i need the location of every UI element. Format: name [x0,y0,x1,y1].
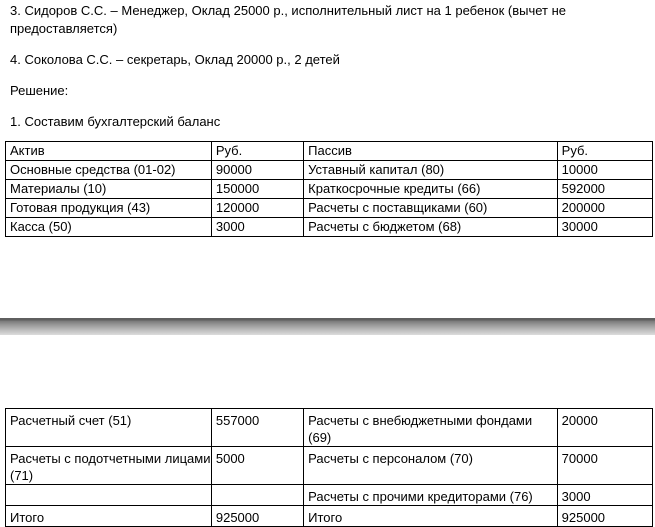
table-row [6,447,653,485]
table-cell: 20000 [557,409,652,447]
table-cell: 70000 [557,447,652,485]
balance-table-top [5,141,653,237]
table-cell: Расчеты с внебюджетными фондами (69) [304,409,558,447]
table-cell: 120000 [211,199,303,218]
table-cell [6,485,212,506]
table-cell: Расчеты с поставщиками (60) [304,199,558,218]
table-row [6,218,653,237]
paragraph-1-line-2: предоставляется) [10,21,118,36]
table-cell: Краткосрочные кредиты (66) [304,180,558,199]
paragraph-step-1: 1. Составим бухгалтерский баланс [10,114,221,129]
table-row-total [6,506,653,527]
table-cell: 557000 [211,409,303,447]
table-cell: 10000 [557,161,652,180]
table-cell: Итого [304,506,558,527]
table-cell: Основные средства (01-02) [6,161,212,180]
table-cell: Расчетный счет (51) [6,409,212,447]
table-cell: 592000 [557,180,652,199]
table-cell: 200000 [557,199,652,218]
table-cell: Расчеты с персоналом (70) [304,447,558,485]
table-row [6,161,653,180]
table-cell: 925000 [557,506,652,527]
table-cell [211,485,303,506]
table-cell: Уставный капитал (80) [304,161,558,180]
balance-table-bottom [5,408,653,527]
header-cell: Руб. [557,142,652,161]
table-row [6,485,653,506]
table-row [6,180,653,199]
table-cell: 5000 [211,447,303,485]
table-cell: Итого [6,506,212,527]
table-cell: 925000 [211,506,303,527]
paragraph-2: 4. Соколова С.С. – секретарь, Оклад 20000 р., 2 детей [10,52,340,67]
paragraph-1-line-1: 3. Сидоров С.С. – Менеджер, Оклад 25000 р., исполнительный лист на 1 ребенок (вычет не [10,3,567,18]
table-header-row [6,142,653,161]
table-cell: Расчеты с прочими кредиторами (76) [304,485,558,506]
header-cell: Пассив [304,142,558,161]
table-cell: Касса (50) [6,218,212,237]
table-cell: 3000 [211,218,303,237]
header-cell: Руб. [211,142,303,161]
table-cell: Материалы (10) [6,180,212,199]
header-cell: Актив [6,142,212,161]
table-cell: 3000 [557,485,652,506]
page-break-divider [0,318,655,335]
table-cell: 150000 [211,180,303,199]
table-cell: 30000 [557,218,652,237]
table-cell: Расчеты с бюджетом (68) [304,218,558,237]
table-row [6,199,653,218]
table-cell: 90000 [211,161,303,180]
table-cell: Готовая продукция (43) [6,199,212,218]
table-row [6,409,653,447]
table-cell: Расчеты с подотчетными лицами (71) [6,447,212,485]
paragraph-solution: Решение: [10,83,69,98]
